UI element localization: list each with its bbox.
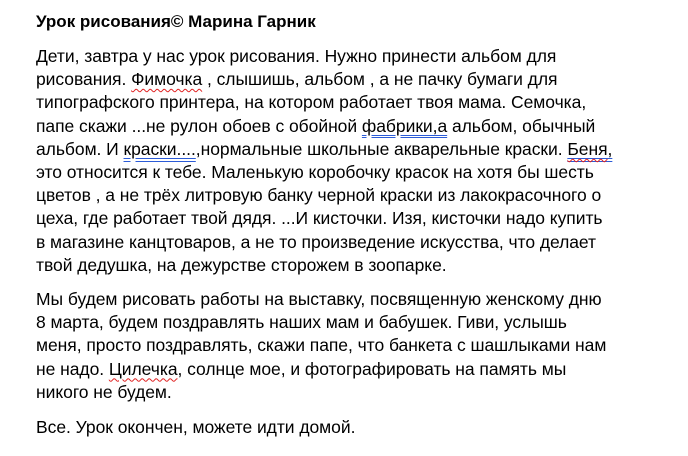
- text-line: в магазине канцтоваров, а не то произведение искусства, что делает: [36, 231, 596, 252]
- text-line: [36, 358, 676, 381]
- paragraph-2: [36, 288, 676, 404]
- grammar-flagged-word: фабрики,а: [361, 115, 448, 136]
- paragraph-3: [36, 416, 676, 439]
- text-line: твой дедушка, на дежурстве сторожем в зоопарке.: [36, 254, 447, 275]
- text-line: 8 марта, будем поздравлять наших мам и бабушек. Гиви, услышь: [36, 312, 567, 333]
- text-line: Все. Урок окончен, можете идти домой.: [36, 417, 356, 437]
- text-line: типографского принтера, на котором работает твоя мама. Семочка,: [36, 92, 587, 113]
- spelling-flagged-word: Цилечка: [108, 358, 178, 379]
- text-run: альбом. И: [36, 138, 124, 159]
- paragraph-1: [36, 45, 676, 277]
- text-run: альбом, обычный: [447, 115, 596, 136]
- text-line: цветов , а не трёх литровую банку черной краски из лакокрасочного о: [36, 185, 602, 206]
- text-run: , слышишь, альбом , а не пачку бумаги для: [202, 69, 558, 90]
- text-line: [36, 138, 676, 161]
- text-run: папе скажи ...не рулон обоев с обойной: [36, 115, 362, 136]
- text-line: [36, 68, 676, 91]
- text-line: Дети, завтра у нас урок рисования. Нужно принести альбом для: [36, 46, 557, 66]
- text-run: не надо.: [36, 358, 109, 379]
- document-title: Урок рисования© Марина Гарник: [36, 12, 316, 31]
- text-line: меня, просто поздравлять, скажи папе, что банкета с шашлыками нам: [36, 335, 607, 356]
- spelling-flagged-word: Фимочка: [131, 69, 203, 90]
- text-line: цеха, где работает твой дядя. ...И кисточки. Изя, кисточки надо купить: [36, 208, 603, 229]
- text-line: Мы будем рисовать работы на выставку, посвященную женскому дню: [36, 289, 602, 309]
- text-run: рисования.: [36, 69, 132, 90]
- grammar-flagged-word: [567, 139, 612, 159]
- spelling-flagged-word: Беня: [567, 138, 608, 159]
- text-run: , солнце мое, и фотографировать на память мы: [177, 358, 567, 379]
- text-line: это относится к тебе. Маленькую коробочку красок на хотя бы шесть: [36, 162, 594, 183]
- text-line: [36, 115, 676, 138]
- grammar-flagged-word: краски....: [123, 138, 196, 159]
- text-run: ,: [607, 138, 613, 159]
- text-line: никого не будем.: [36, 381, 172, 402]
- text-run: ,нормальные школьные акварельные краски.: [195, 138, 568, 159]
